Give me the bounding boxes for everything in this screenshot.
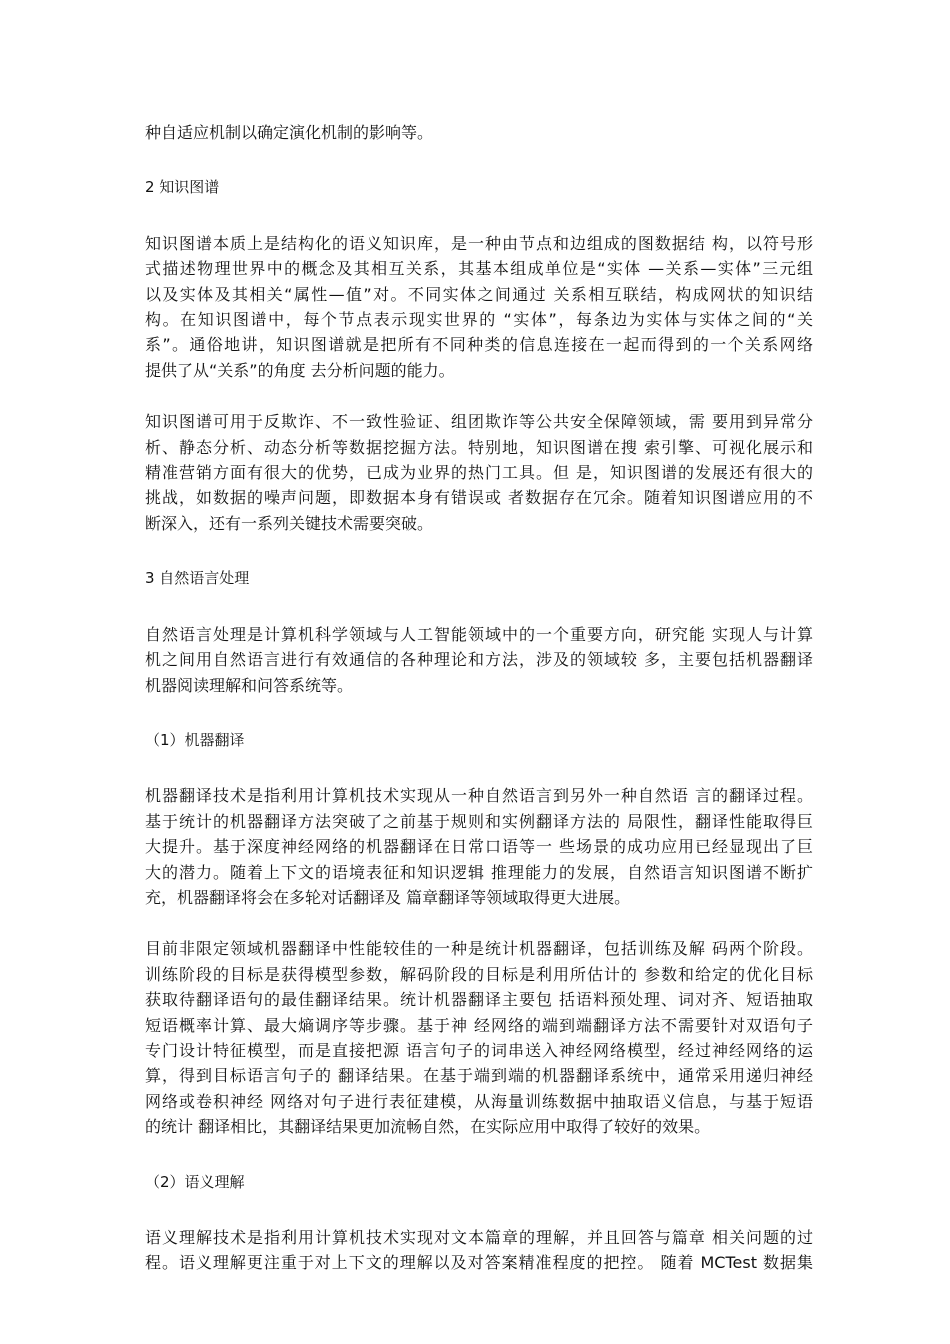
text-line: 机之间用自然语言进行有效通信的各种理论和方法，涉及的领域较 多，主要包括机器翻译 <box>145 650 813 670</box>
text-line: 挑战，如数据的噪声问题，即数据本身有错误或 者数据存在冗余。随着知识图谱应用的不 <box>145 488 813 508</box>
text-line: 知识图谱本质上是结构化的语义知识库，是一种由节点和边组成的图数据结 构，以符号形 <box>145 233 813 253</box>
text-line: 算，得到目标语言句子的 翻译结果。在基于端到端的机器翻译系统中，通常采用递归神经 <box>145 1066 813 1086</box>
text-line: 短语概率计算、最大熵调序等步骤。基于神 经网络的端到端翻译方法不需要针对双语句子 <box>145 1015 813 1035</box>
heading-text: （1）机器翻译 <box>145 730 245 749</box>
text-line: 机器翻译技术是指利用计算机技术实现从一种自然语言到另外一种自然语 言的翻译过程。 <box>145 786 813 806</box>
paragraph-semantic-understanding <box>145 1225 813 1276</box>
text-line: 程。语义理解更注重于对上下文的理解以及对答案精准程度的把控。 随着 MCTest 数据集 <box>145 1253 813 1273</box>
section-heading-knowledge-graph <box>145 175 813 200</box>
paragraph-nlp-definition <box>145 622 813 698</box>
heading-text: 2 知识图谱 <box>145 178 220 197</box>
text-line: 基于统计的机器翻译方法突破了之前基于规则和实例翻译方法的 局限性，翻译性能取得巨 <box>145 811 813 831</box>
text-line: 专门设计特征模型，而是直接把源 语言句子的词串送入神经网络模型，经过神经网络的运 <box>145 1040 813 1060</box>
text-line: 精准营销方面有很大的优势，已成为业界的热门工具。但 是，知识图谱的发展还有很大的 <box>145 463 813 483</box>
text-line: 断深入，还有一系列关键技术需要突破。 <box>145 513 434 533</box>
text-line: 获取待翻译语句的最佳翻译结果。统计机器翻译主要包 括语料预处理、词对齐、短语抽取 <box>145 990 813 1010</box>
text-line: 知识图谱可用于反欺诈、不一致性验证、组团欺诈等公共安全保障领域，需 要用到异常分 <box>145 412 813 432</box>
text-line: 目前非限定领域机器翻译中性能较佳的一种是统计机器翻译，包括训练及解 码两个阶段。 <box>145 939 813 959</box>
heading-text: （2）语义理解 <box>145 1172 245 1191</box>
text-line: 构。在知识图谱中，每个节点表示现实世界的 “实体”，每条边为实体与实体之间的“关 <box>145 310 813 330</box>
text-line: 种自适应机制以确定演化机制的影响等。 <box>145 123 434 142</box>
text-line: 系”。通俗地讲，知识图谱就是把所有不同种类的信息连接在一起而得到的一个关系网络 <box>145 335 813 355</box>
text-line: 大提升。基于深度神经网络的机器翻译在日常口语等一 些场景的成功应用已经显现出了巨 <box>145 837 813 857</box>
text-line: 提供了从“关系”的角度 去分析问题的能力。 <box>145 360 455 380</box>
text-line: 充，机器翻译将会在多轮对话翻译及 篇章翻译等领域取得更大进展。 <box>145 887 631 907</box>
document-page <box>145 120 813 1276</box>
text-line: 大的潜力。随着上下文的语境表征和知识逻辑 推理能力的发展，自然语言知识图谱不断扩 <box>145 862 813 882</box>
text-line: 自然语言处理是计算机科学领域与人工智能领域中的一个重要方向，研究能 实现人与计算 <box>145 624 813 644</box>
paragraph-intro-tail <box>145 120 813 145</box>
text-line: 析、静态分析、动态分析等数据挖掘方法。特别地，知识图谱在搜 索引擎、可视化展示和 <box>145 437 813 457</box>
text-line: 式描述物理世界中的概念及其相互关系，其基本组成单位是“实体 —关系—实体”三元组 <box>145 259 813 279</box>
text-line: 以及实体及其相关“属性—值”对。不同实体之间通过 关系相互联结，构成网状的知识结 <box>145 284 813 304</box>
text-line: 训练阶段的目标是获得模型参数，解码阶段的目标是利用所估计的 参数和给定的优化目标 <box>145 964 813 984</box>
paragraph-knowledge-graph-applications <box>145 409 813 536</box>
text-line: 机器阅读理解和问答系统等。 <box>145 675 354 695</box>
paragraph-knowledge-graph-definition <box>145 231 813 383</box>
paragraph-statistical-machine-translation <box>145 936 813 1139</box>
text-line: 语义理解技术是指利用计算机技术实现对文本篇章的理解，并且回答与篇章 相关问题的过 <box>145 1228 813 1247</box>
subsection-heading-semantic-understanding <box>145 1170 813 1195</box>
text-line: 网络或卷积神经 网络对句子进行表征建模，从海量训练数据中抽取语义信息，与基于短语 <box>145 1091 813 1111</box>
heading-text: 3 自然语言处理 <box>145 569 250 588</box>
subsection-heading-machine-translation <box>145 728 813 753</box>
paragraph-machine-translation <box>145 783 813 910</box>
text-line: 的统计 翻译相比，其翻译结果更加流畅自然，在实际应用中取得了较好的效果。 <box>145 1117 711 1137</box>
section-heading-nlp <box>145 566 813 591</box>
